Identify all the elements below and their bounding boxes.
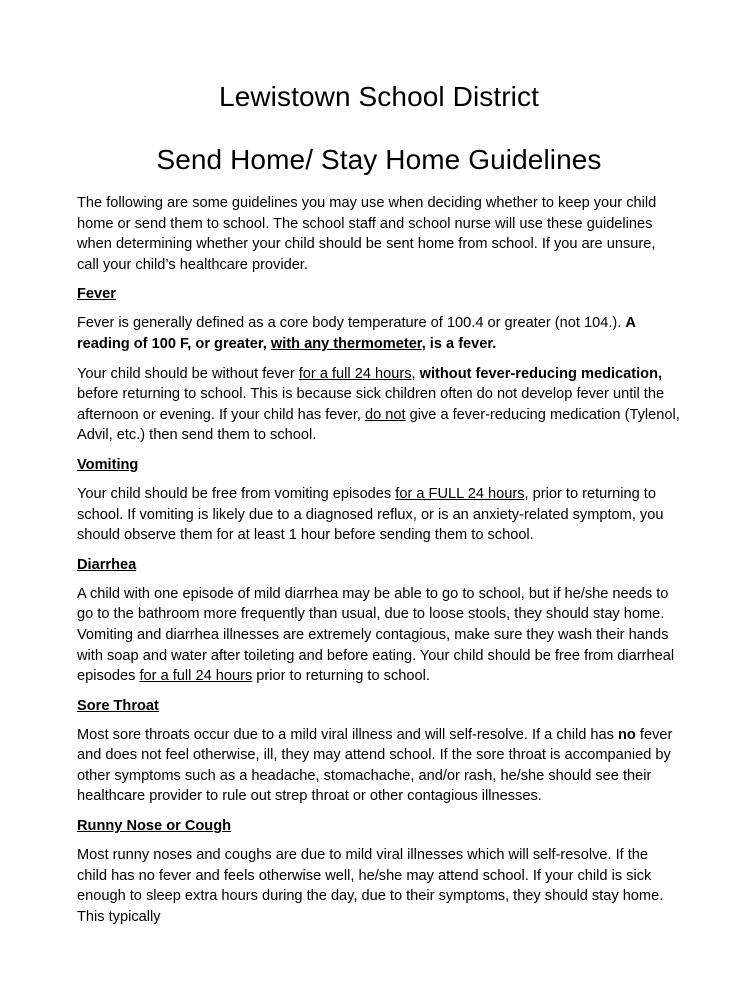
sore-throat-paragraph: Most sore throats occur due to a mild viral illness and will self-resolve. If a child has no fever and does not feel otherwise, ill, they may attend school. If the sore throat is accompanied by other symptoms such as a headache, stomachache, and/or rash, he/she should see their healthcare provider to rule out strep throat or other contagious illnesses. xyxy=(77,726,673,805)
fever-return-paragraph: Your child should be without fever for a full 24 hours, without fever-reducing medication, before returning to school. This is because sick children often do not develop fever until the afternoon or evening. If your child has fever, do not give a fever-reducing medication (Tylenol, Advil, etc.) then send them to school. xyxy=(77,365,680,444)
document-page xyxy=(77,72,681,927)
fever-section xyxy=(77,284,681,446)
document-title: Lewistown School District xyxy=(219,81,539,112)
runny-nose-section xyxy=(77,816,681,927)
fever-definition-paragraph: Fever is generally defined as a core body temperature of 100.4 or greater (not 104.). A reading of 100 F, or greater, with any thermometer, is a fever. xyxy=(77,315,636,352)
vomiting-section xyxy=(77,455,681,546)
diarrhea-heading: Diarrhea xyxy=(77,556,137,573)
sore-throat-heading: Sore Throat xyxy=(77,697,159,714)
sore-throat-section xyxy=(77,696,681,807)
vomiting-paragraph: Your child should be free from vomiting episodes for a FULL 24 hours, prior to returning to school. If vomiting is likely due to a diagnosed reflux, or is an anxiety-related symptom, you should observe them for at least 1 hour before sending them to school. xyxy=(77,485,664,544)
diarrhea-section xyxy=(77,555,681,687)
diarrhea-paragraph: A child with one episode of mild diarrhea may be able to go to school, but if he/she needs to go to the bathroom more frequently than usual, due to loose stools, they should stay home. Vomiting and diarrhea illnesses are extremely contagious, make sure they wash their hands with soap and water after toileting and before eating. Your child should be free from diarrheal episodes for a full 24 hours prior to returning to school. xyxy=(77,585,675,685)
runny-nose-paragraph: Most runny noses and coughs are due to mild viral illnesses which will self-resolve. If the child has no fever and feels otherwise well, he/she may attend school. If your child is sick enough to sleep extra hours during the day, due to their symptoms, they should stay home. This typically xyxy=(77,847,664,925)
intro-paragraph: The following are some guidelines you may use when deciding whether to keep your child home or send them to school. The school staff and school nurse will use these guidelines when determining whether your child should be sent home from school. If you are unsure, call your child’s healthcare provider. xyxy=(77,195,657,273)
document-subtitle: Send Home/ Stay Home Guidelines xyxy=(156,144,602,175)
runny-nose-heading: Runny Nose or Cough xyxy=(77,818,232,835)
fever-heading: Fever xyxy=(77,286,116,303)
vomiting-heading: Vomiting xyxy=(77,456,139,473)
